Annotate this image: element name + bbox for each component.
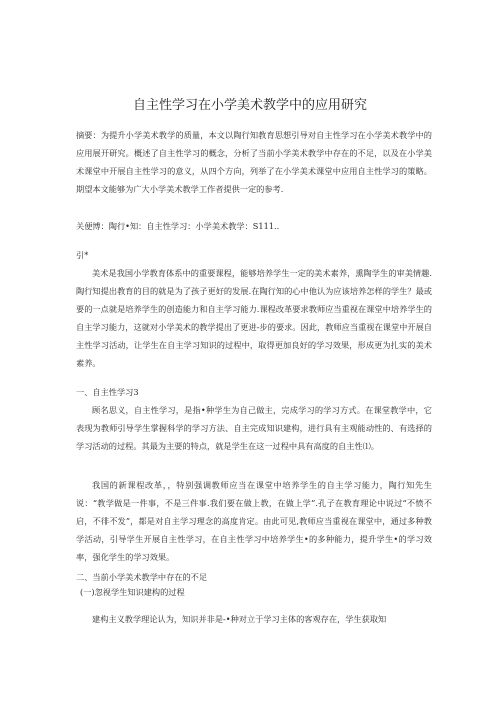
section1-paragraph-1: 顾名思义，自主性学习，是指•种学生为自己做主，完成学习的学习方式。在课堂教学中，它表现为教师引导学生掌握科学的学习方法、自主完成知识建构，进行具有主观能动性的、有选择的学习活动的过程。其最为主要的特点，就是学生在这一过程中具有高度的自主性⑴。: [76, 405, 432, 451]
document-title: 自主性学习在小学美术教学中的应用研究: [132, 98, 367, 113]
section2-paragraph-1: 建构主义教学理论认为，知识并非是-•种对立于学习主体的客观存在，学生获取知: [92, 614, 387, 624]
section1-paragraph-2: 我国的新课程改革，，特别强调教师应当在课堂中培养学生的自主学习能力，陶行知先生说：“教学做是一件事，不是三件事.我们要在做上教，在做上学”.孔子在教育理论中说过“不愤不启，不徘不发”，都是对自主学习理念的高度肯定。由此可见,教师应当重视在课堂中，通过多种教学活动，引导学生开展自主性学习，在自主性学习中培养学生•的多种能力，提升学生•的学习效率，强化学生的学习效果。: [76, 480, 432, 562]
section1-heading: 一、自主性学习3: [76, 387, 139, 397]
keywords-line: 关便博：陶行•知：自主性学习：小学美术教学：S111..: [76, 221, 280, 231]
section2-subheading-1: (一)忽视学生知识建构的过程: [80, 587, 185, 597]
intro-paragraph: 美术是我国小学教育体系中的重要课程，能够培养学生一定的美术素养，熏陶学生的审美情趣.陶行知提出教育的目的就是为了孩子更好的发展.在陶行知的心中他认为应该培养怎样的学生？最或要的一点就是培养学生的创造能力和自主学习能力.课程改革要求教师应当重视在课堂中培养学生的自主学习能力，这就对小学美术的教学提出了更进-步的要求。因此，教师应当重视在课堂中开展自主性学习活动，让学生在自主学习知识的过程中，取得更加良好的学习效果，形成更为扎实的美术素养。: [76, 268, 432, 368]
intro-heading: 引*: [76, 250, 89, 260]
abstract-paragraph: 摘要：为提升小学美术教学的质量，本文以陶行知教育思想引导对自主性学习在小学美术教学中的应用展开研究。概述了自主性学习的概念，分析了当前小学美术教学中存在的不足，以及在小学美术课堂中开展自主性学习的意义，从四个方向，列举了在小学美术课堂中应用自主性学习的策略。期望本文能够为广大小学美术教学工作者提供一定的参考.: [76, 130, 432, 194]
section2-heading: 二、当前小学美术教学中存在的不足: [76, 572, 208, 582]
